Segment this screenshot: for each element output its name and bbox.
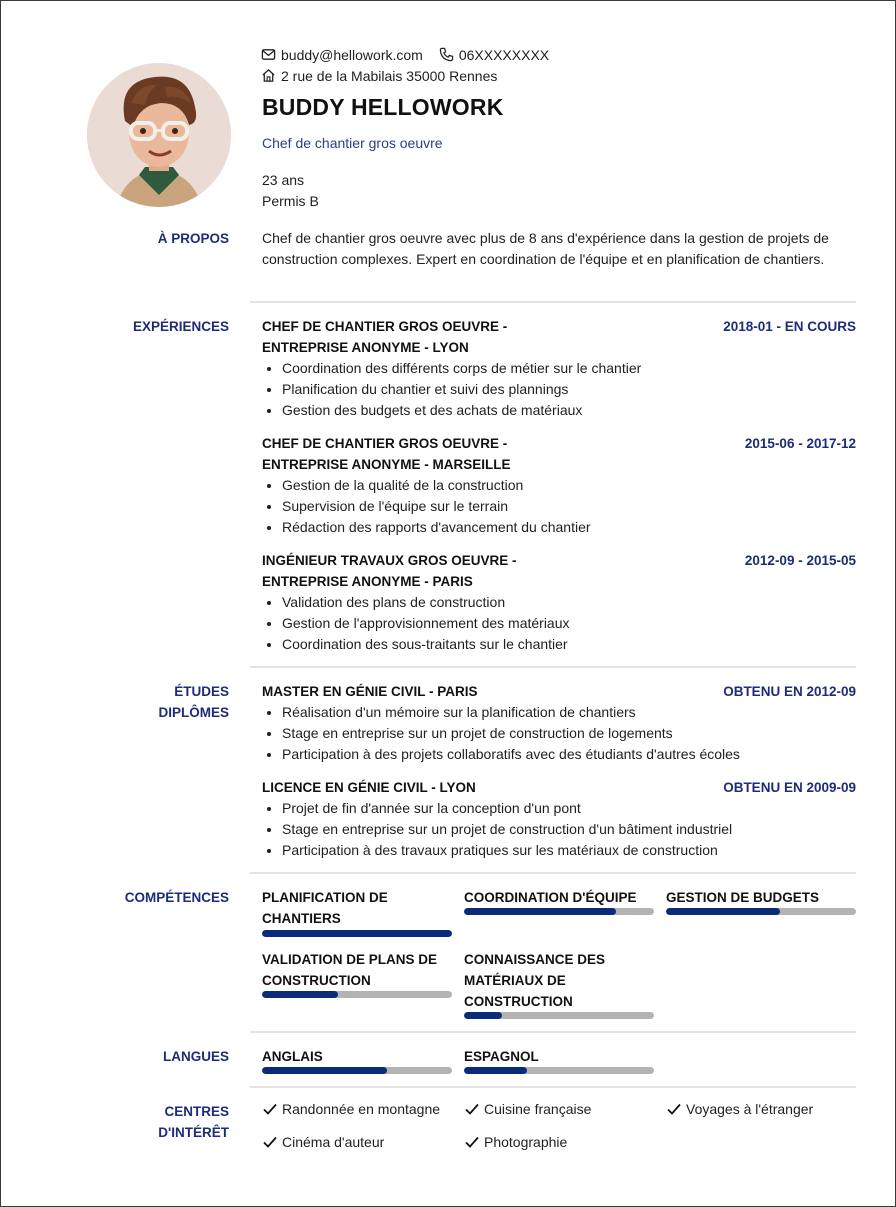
skill-item [262,887,452,937]
skill-name: PLANIFICATION DE CHANTIERS [262,890,388,926]
list-item: • Stage en entreprise sur un projet de construction d'un bâtiment industriel [282,819,856,840]
skills-label: COMPÉTENCES [124,890,229,905]
interest-item [464,1134,567,1150]
interest-label: Voyages à l'étranger [686,1101,814,1117]
experience-date: 2018-01 - EN COURS [723,319,856,334]
check-icon [464,1101,480,1117]
check-icon [262,1101,278,1117]
list-item: • Participation à des travaux pratiques sur les matériaux de construction [282,840,856,861]
experience-title: CHEF DE CHANTIER GROS OEUVRE - ENTREPRISE ANONYME - LYON [262,319,508,355]
skill-name: CONNAISSANCE DES MATÉRIAUX DE CONSTRUCTION [464,952,606,1009]
education-label: ÉTUDES DIPLÔMES [158,684,229,720]
experience-tasks [262,592,856,655]
skill-name: COORDINATION D'ÉQUIPE [464,890,637,905]
candidate-name: BUDDY HELLOWORK [262,94,504,120]
experience-entry [262,316,856,421]
interest-item [262,1134,384,1150]
phone-icon [439,47,454,62]
skill-level-fill [262,930,452,937]
list-item: • Validation des plans de construction [282,592,856,613]
interest-label: Cinéma d'auteur [282,1134,385,1150]
experiences-label: EXPÉRIENCES [132,319,229,334]
list-item: • Coordination des sous-traitants sur le chantier [282,634,856,655]
age: 23 ans [262,172,305,188]
education-entry [262,681,856,765]
envelope-icon [261,47,276,62]
driving-license: Permis B [262,193,319,209]
skill-level-bar [262,930,452,937]
education-details [262,798,856,861]
experience-entry [262,550,856,655]
avatar-illustration [87,63,231,207]
phone-item[interactable] [439,47,549,63]
education-title: LICENCE EN GÉNIE CIVIL - LYON [262,780,476,795]
list-item: • Gestion de la qualité de la construction [282,475,856,496]
interest-label: Randonnée en montagne [282,1101,441,1117]
skill-level-fill [464,1012,502,1019]
skill-item [262,949,452,998]
list-item: • Gestion de l'approvisionnement des matériaux [282,613,856,634]
skill-name: GESTION DE BUDGETS [666,890,820,905]
about-label: À PROPOS [157,231,229,246]
interest-label: Photographie [484,1134,568,1150]
divider [250,301,856,303]
interest-item [666,1101,813,1117]
experience-title: CHEF DE CHANTIER GROS OEUVRE - ENTREPRISE ANONYME - MARSEILLE [262,436,511,472]
email-text: buddy@hellowork.com [281,46,423,63]
education-title: MASTER EN GÉNIE CIVIL - PARIS [262,684,478,699]
skill-level-fill [464,908,616,915]
home-icon [261,68,276,83]
experience-title: INGÉNIEUR TRAVAUX GROS OEUVRE - ENTREPRISE ANONYME - PARIS [262,553,517,589]
divider [250,872,856,874]
language-name: ESPAGNOL [464,1049,539,1064]
experience-date: 2015-06 - 2017-12 [744,436,856,451]
skill-item [464,887,654,915]
education-details [262,702,856,765]
interest-label: Cuisine française [484,1101,592,1117]
skill-level-bar [464,908,654,915]
skill-level-bar [666,908,856,915]
about-text: Chef de chantier gros oeuvre avec plus de 8 ans d'expérience dans la gestion de projets de construction complexes. Expert en coordination de l'équipe et en planification de chantiers. [262,230,829,267]
experience-entry [262,433,856,538]
list-item: • Stage en entreprise sur un projet de construction de logements [282,723,856,744]
languages-label: LANGUES [162,1049,229,1064]
email-item[interactable] [261,47,423,63]
language-level-bar [464,1067,654,1074]
interest-item [262,1101,440,1117]
skill-level-fill [262,991,338,998]
divider [250,1031,856,1033]
skill-level-fill [666,908,780,915]
list-item: • Projet de fin d'année sur la conception d'un pont [282,798,856,819]
avatar [87,63,231,207]
language-item [262,1046,452,1074]
education-entry [262,777,856,861]
language-item [464,1046,654,1074]
interests-label: CENTRES D'INTÉRÊT [158,1104,229,1140]
job-title: Chef de chantier gros oeuvre [262,135,443,151]
education-date: OBTENU EN 2009-09 [723,780,856,795]
skill-item [464,949,654,1019]
list-item: • Participation à des projets collaboratifs avec des étudiants d'autres écoles [282,744,856,765]
language-name: ANGLAIS [262,1049,323,1064]
check-icon [666,1101,682,1117]
contact-block [261,44,565,86]
list-item: • Rédaction des rapports d'avancement du chantier [282,517,856,538]
divider [250,1086,856,1088]
language-level-fill [262,1067,387,1074]
language-level-bar [262,1067,452,1074]
language-level-fill [464,1067,527,1074]
check-icon [262,1134,278,1150]
education-date: OBTENU EN 2012-09 [723,684,856,699]
list-item: • Planification du chantier et suivi des plannings [282,379,856,400]
skill-level-bar [262,991,452,998]
list-item: • Supervision de l'équipe sur le terrain [282,496,856,517]
experience-tasks [262,475,856,538]
experience-date: 2012-09 - 2015-05 [744,553,856,568]
skill-item [666,887,856,915]
list-item: • Réalisation d'un mémoire sur la planification de chantiers [282,702,856,723]
skill-name: VALIDATION DE PLANS DE CONSTRUCTION [262,952,438,988]
address-item [261,68,497,84]
phone-text: 06XXXXXXXX [458,46,550,63]
skill-level-bar [464,1012,654,1019]
divider [250,666,856,668]
check-icon [464,1134,480,1150]
list-item: • Gestion des budgets et des achats de matériaux [282,400,856,421]
interest-item [464,1101,591,1117]
list-item: • Coordination des différents corps de métier sur le chantier [282,358,856,379]
address-text: 2 rue de la Mabilais 35000 Rennes [281,67,498,84]
experience-tasks [262,358,856,421]
